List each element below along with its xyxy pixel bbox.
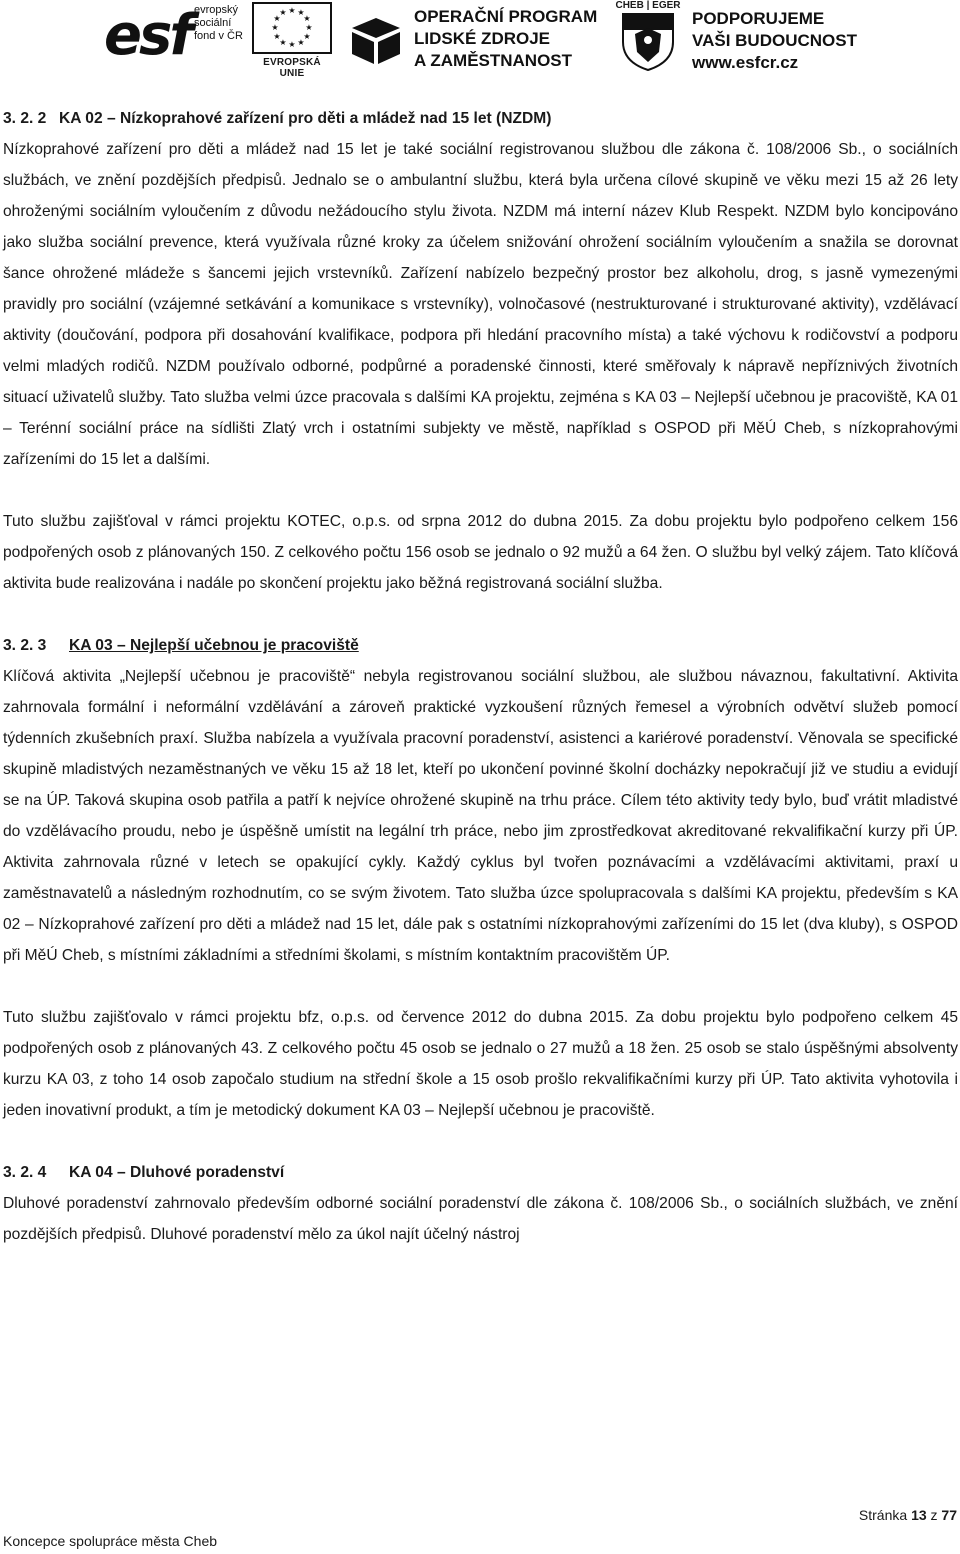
spacer [3,971,958,1002]
logo-header [0,0,960,80]
section-number: 3. 2. 4 [3,1164,47,1181]
svg-text:★: ★ [279,38,287,47]
svg-text:★: ★ [288,40,296,49]
page-separator: z [930,1507,938,1523]
section-heading [3,103,958,134]
svg-text:★: ★ [305,23,313,32]
eu-stars-icon [254,4,330,52]
esf-caption-line: sociální [194,17,232,29]
op-title-line: OPERAČNÍ PROGRAM [414,7,598,26]
svg-text:★: ★ [297,38,305,47]
support-url: www.esfcr.cz [692,53,799,72]
support-line: PODPORUJEME [692,9,825,28]
esf-logo [104,2,244,72]
svg-text:★: ★ [303,14,311,23]
section-title: KA 03 – Nejlepší učebnou je pracoviště [69,637,359,654]
support-line: VAŠI BUDOUCNOST [692,31,857,50]
esf-caption [194,4,243,43]
page-current: 13 [911,1507,927,1523]
paragraph: Klíčová aktivita „Nejlepší učebnou je pracoviště“ nebyla registrovanou sociální službou, ale službou návaznou, fakultativní. Aktivita zahrnovala formální i neformální vzdělávání a zároveň praktické vyzkoušení různých řemesel a výrobních odvětví služeb pomocí týdenních zkušebních praxí. Služba nabízela a využívala pracovní poradenství, asistenci a kariérové poradenství. Věnovala se specifické skupině mladistvých nezaměstnaných ve věku 15 až 18 let, kteří po ukončení povinné školní docházky nepokračují již ve studiu a evidují se na ÚP. Taková skupina osob patřila a patří k nejvíce ohrožené skupině na trhu práce. Cílem této aktivity tedy bylo, buď vrátit mladistvé do vzdělávacího proudu, nebo je úspěšně umístit na legální trh práce, nebo jim zprostředkovat akreditované rekvalifikační kurzy při ÚP. Aktivita zahrnovala různé v letech se opakující cykly. Každý cyklus byl tvořen poznávacími a vzdělávacími aktivitami, praxí u zaměstnavatelů a následným rozhodnutím, co se svým životem. Tato služba úzce spolupracovala s dalšími KA projektu, především s KA 02 – Nízkoprahové zařízení pro děti a mládež nad 15 let, dále pak s ostatními nízkoprahovými zařízeními do 15 let (dva kluby), s OSPOD při MěÚ Cheb, s místními základními a středními školami, s místním kontaktním pracovištěm ÚP. [3,668,958,964]
spacer [3,599,958,630]
op-title [414,6,597,72]
svg-text:★: ★ [273,32,281,41]
op-title-line: LIDSKÉ ZDROJE [414,29,551,48]
footer-doc-title: Koncepce spolupráce města Cheb [3,1533,218,1549]
esf-caption-line: fond v ČR [194,30,243,42]
op-title-line: A ZAMĚSTNANOST [414,51,573,70]
support-slogan [692,8,857,74]
cheb-logo [615,0,681,76]
section-heading [3,1157,958,1188]
section-title: KA 02 – Nízkoprahové zařízení pro děti a mládež nad 15 let (NZDM) [59,110,552,127]
section-heading [3,630,958,661]
svg-text:★: ★ [279,8,287,17]
paragraph: Dluhové poradenství zahrnovalo především odborné sociální poradenství dle zákona č. 108/2006 Sb., o sociálních službách, ve znění pozdějších předpisů. Dluhové poradenství mělo za úkol najít účelný nástroj [3,1195,958,1243]
op-cube-icon [348,14,404,66]
svg-text:★: ★ [303,32,311,41]
svg-text:★: ★ [297,8,305,17]
esf-caption-line: evropský [194,4,239,16]
paragraph: Tuto službu zajišťoval v rámci projektu KOTEC, o.p.s. od srpna 2012 do dubna 2015. Za dobu projektu bylo podpořeno celkem 156 podpořených osob z plánovaných 150. Z celkového počtu 156 osob se jednalo o 92 mužů a 64 žen. O službu byl velký zájem. Tato klíčová aktivita bude realizována i nadále po skončení projektu jako běžná registrovaná sociální služba. [3,513,958,592]
spacer [3,1126,958,1157]
paragraph: Nízkoprahové zařízení pro děti a mládež nad 15 let je také sociální registrovanou službou dle zákona č. 108/2006 Sb., o sociálních službách, ve znění pozdějších předpisů. Jednalo se o ambulantní službu, která byla určena cílové skupině ve věku mezi 15 až 26 lety ohroženými sociálním vyloučením z důvodu nežádoucího stylu života. NZDM má interní název Klub Respekt. NZDM bylo koncipováno jako služba sociální prevence, která využívala různé kroky za účelem snižování ohrožení sociálním vyloučením a snažila se dorovnat šance ohrožené mládeže s šancemi jejich vrstevníků. Zařízení nabízelo bezpečný prostor bez alkoholu, drog, s jasně vymezenými pravidly pro sociální (vzájemné setkávání a komunikace s vrstevníky), volnočasové (nestrukturované i strukturované aktivity), vzdělávací aktivity (doučování, podpora při dosahování kvalifikace, podpora při hledání pracovního místa) a také výchovu k rodičovství a podporu velmi mladých rodičů. NZDM používalo odborné, podpůrné a poradenské činnosti, které směřovaly k nápravě nepříznivých životních situací uživatelů služby. Tato služba velmi úzce pracovala s dalšími KA projektu, zejména s KA 03 – Nejlepší učebnou je pracoviště, KA 01 – Terénní sociální práce na sídlišti Zlatý vrch i ostatními subjekty ve městě, například s OSPOD při MěÚ Cheb, s nízkoprahovými zařízeními do 15 let a dalšími. [3,141,958,468]
page-total: 77 [941,1507,957,1523]
op-logo [348,6,598,72]
page-number [859,1507,957,1523]
cheb-coat-of-arms-icon [615,12,681,72]
spacer [3,475,958,506]
document-body [3,103,958,1250]
eu-caption: EVROPSKÁ UNIE [263,57,321,79]
eu-logo [252,2,332,79]
svg-text:★: ★ [273,14,281,23]
section-number: 3. 2. 2 [3,110,47,127]
page-prefix: Stránka [858,1507,908,1523]
section-number: 3. 2. 3 [3,637,47,654]
eu-flag-icon [252,2,332,54]
svg-text:★: ★ [271,23,279,32]
cheb-caption: CHEB | EGER [615,0,681,11]
section-title: KA 04 – Dluhové poradenství [69,1164,285,1181]
paragraph: Tuto službu zajišťovalo v rámci projektu bfz, o.p.s. od července 2012 do dubna 2015. Za dobu projektu bylo podpořeno celkem 45 podpořených osob z plánovaných 43. Z celkového počtu 45 osob se jednalo o 27 mužů a 18 žen. 25 osob se stalo úspěšnými absolventy kurzu KA 03, z toho 14 osob započalo studium na střední škole a 15 osob prošlo rekvalifikačními kurzy při ÚP. Tato aktivita vyhotovila i jeden inovativní produkt, a tím je metodický dokument KA 03 – Nejlepší učebnou je pracoviště. [3,1009,958,1119]
svg-text:★: ★ [288,6,296,15]
esf-mark: esf [104,3,191,68]
